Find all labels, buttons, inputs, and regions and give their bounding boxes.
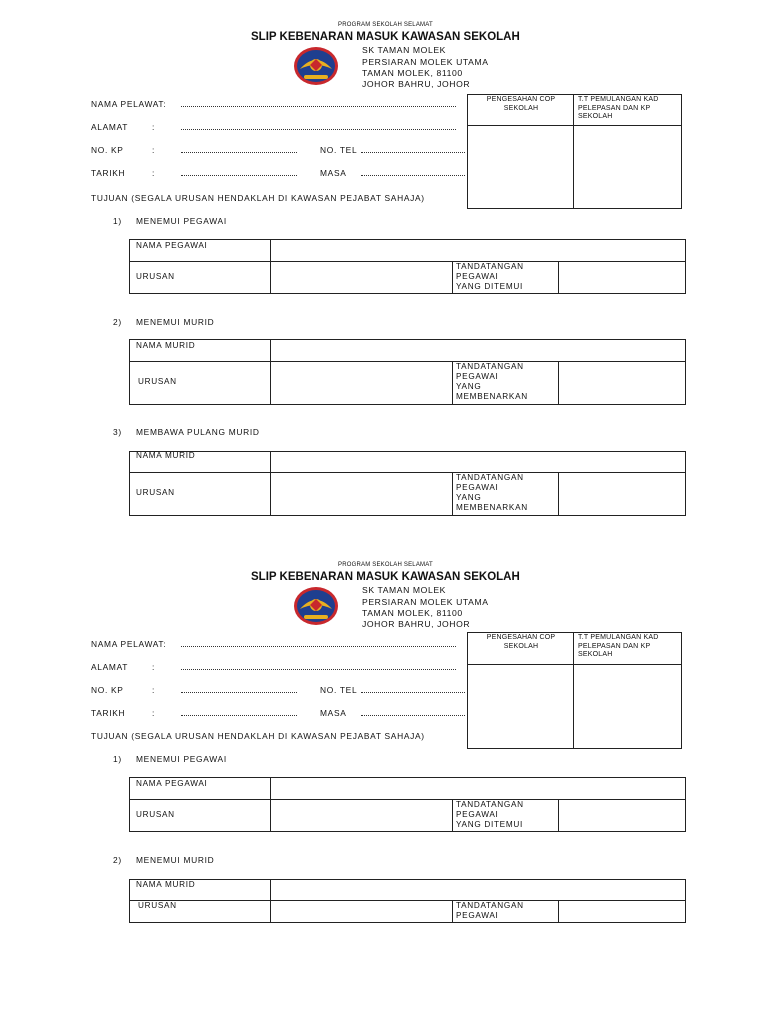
tt-pemulangan-header: T.T PEMULANGAN KAD PELEPASAN DAN KP SEKOLAH bbox=[578, 96, 659, 120]
nama-murid-label: NAMA MURID bbox=[136, 451, 196, 460]
form-title: SLIP KEBENARAN MASUK KAWASAN SEKOLAH bbox=[251, 31, 520, 43]
section-heading-menemui-murid: MENEMUI MURID bbox=[136, 855, 215, 865]
sign-label: YANG bbox=[456, 382, 482, 391]
section-heading-membawa-pulang-murid: MEMBAWA PULANG MURID bbox=[136, 427, 260, 437]
program-label: PROGRAM SEKOLAH SELAMAT bbox=[338, 562, 433, 568]
signature-input[interactable] bbox=[559, 262, 685, 293]
section-number: 2) bbox=[113, 855, 122, 865]
masa-label: MASA bbox=[320, 168, 347, 178]
pengesahan-cop-header: PENGESAHAN COP SEKOLAH bbox=[486, 634, 556, 650]
tarikh-field[interactable] bbox=[181, 715, 297, 716]
no-kp-field[interactable] bbox=[181, 692, 297, 693]
sign-label: TANDATANGAN bbox=[456, 800, 524, 809]
pengesahan-cop-header: PENGESAHAN COP SEKOLAH bbox=[486, 96, 556, 112]
tarikh-label: TARIKH bbox=[91, 168, 126, 178]
sign-label: YANG DITEMUI bbox=[456, 282, 523, 291]
sign-label: TANDATANGAN bbox=[456, 901, 524, 910]
nama-pelawat-label: NAMA PELAWAT: bbox=[91, 99, 167, 109]
alamat-label: ALAMAT bbox=[91, 662, 129, 672]
sign-label: PEGAWAI bbox=[456, 372, 499, 381]
colon: : bbox=[152, 145, 156, 155]
urusan-label: URUSAN bbox=[136, 810, 175, 819]
address-line-4: JOHOR BAHRU, JOHOR bbox=[362, 619, 471, 629]
alamat-label: ALAMAT bbox=[91, 122, 129, 132]
nama-murid-label: NAMA MURID bbox=[136, 880, 196, 889]
table-col-line bbox=[452, 261, 453, 294]
signature-input[interactable] bbox=[559, 473, 685, 515]
address-line-3: TAMAN MOLEK, 81100 bbox=[362, 68, 463, 78]
no-tel-field[interactable] bbox=[361, 692, 465, 693]
nama-murid-input[interactable] bbox=[271, 452, 685, 471]
nama-murid-input[interactable] bbox=[271, 340, 685, 360]
urusan-label: URUSAN bbox=[136, 272, 175, 281]
no-kp-label: NO. KP bbox=[91, 685, 124, 695]
tarikh-label: TARIKH bbox=[91, 708, 126, 718]
section-number: 1) bbox=[113, 216, 122, 226]
masa-field[interactable] bbox=[361, 715, 465, 716]
urusan-label: URUSAN bbox=[136, 488, 175, 497]
nama-pelawat-label: NAMA PELAWAT: bbox=[91, 639, 167, 649]
address-line-1: SK TAMAN MOLEK bbox=[362, 45, 447, 55]
urusan-label: URUSAN bbox=[138, 901, 177, 910]
no-kp-label: NO. KP bbox=[91, 145, 124, 155]
sign-label: PEGAWAI bbox=[456, 483, 499, 492]
section-number: 3) bbox=[113, 427, 122, 437]
sign-label: YANG DITEMUI bbox=[456, 820, 523, 829]
nama-murid-label: NAMA MURID bbox=[136, 341, 196, 350]
masa-field[interactable] bbox=[361, 175, 465, 176]
signature-input[interactable] bbox=[559, 362, 685, 404]
form-title: SLIP KEBENARAN MASUK KAWASAN SEKOLAH bbox=[251, 571, 520, 583]
no-kp-field[interactable] bbox=[181, 152, 297, 153]
nama-pegawai-input[interactable] bbox=[271, 778, 685, 798]
sign-label: TANDATANGAN bbox=[456, 362, 524, 371]
section-number: 2) bbox=[113, 317, 122, 327]
address-line-2: PERSIARAN MOLEK UTAMA bbox=[362, 597, 489, 607]
sign-label: TANDATANGAN bbox=[456, 473, 524, 482]
section-heading-menemui-pegawai: MENEMUI PEGAWAI bbox=[136, 754, 227, 764]
nama-pelawat-field[interactable] bbox=[181, 106, 456, 107]
sign-label: MEMBENARKAN bbox=[456, 503, 528, 512]
colon: : bbox=[152, 122, 156, 132]
signature-input[interactable] bbox=[559, 800, 685, 831]
tt-pemulangan-area[interactable] bbox=[574, 126, 681, 208]
tt-pemulangan-header: T.T PEMULANGAN KAD PELEPASAN DAN KP SEKOLAH bbox=[578, 634, 659, 658]
school-crest-icon bbox=[292, 585, 340, 627]
sign-label: YANG bbox=[456, 493, 482, 502]
masa-label: MASA bbox=[320, 708, 347, 718]
colon: : bbox=[152, 168, 156, 178]
tujuan-label: TUJUAN (SEGALA URUSAN HENDAKLAH DI KAWASAN PEJABAT SAHAJA) bbox=[91, 193, 425, 203]
no-tel-field[interactable] bbox=[361, 152, 465, 153]
urusan-input[interactable] bbox=[271, 262, 451, 293]
sign-label: MEMBENARKAN bbox=[456, 392, 528, 401]
nama-murid-input[interactable] bbox=[271, 880, 685, 899]
urusan-input[interactable] bbox=[271, 362, 451, 404]
nama-pelawat-field[interactable] bbox=[181, 646, 456, 647]
urusan-input[interactable] bbox=[271, 901, 451, 922]
school-crest-icon bbox=[292, 45, 340, 87]
nama-pegawai-input[interactable] bbox=[271, 240, 685, 260]
address-line-2: PERSIARAN MOLEK UTAMA bbox=[362, 57, 489, 67]
cop-sekolah-area[interactable] bbox=[468, 126, 573, 208]
sign-label: PEGAWAI bbox=[456, 911, 499, 920]
signature-input[interactable] bbox=[559, 901, 685, 922]
colon: : bbox=[152, 708, 156, 718]
tt-pemulangan-area[interactable] bbox=[574, 665, 681, 748]
no-tel-label: NO. TEL bbox=[320, 685, 358, 695]
table-col-line bbox=[452, 361, 453, 405]
urusan-input[interactable] bbox=[271, 473, 451, 515]
section-heading-menemui-pegawai: MENEMUI PEGAWAI bbox=[136, 216, 227, 226]
urusan-label: URUSAN bbox=[138, 377, 177, 386]
address-line-1: SK TAMAN MOLEK bbox=[362, 585, 447, 595]
no-tel-label: NO. TEL bbox=[320, 145, 358, 155]
nama-pegawai-label: NAMA PEGAWAI bbox=[136, 779, 208, 788]
tarikh-field[interactable] bbox=[181, 175, 297, 176]
nama-pegawai-label: NAMA PEGAWAI bbox=[136, 241, 208, 250]
sign-label: PEGAWAI bbox=[456, 810, 499, 819]
colon: : bbox=[152, 685, 156, 695]
section-heading-menemui-murid: MENEMUI MURID bbox=[136, 317, 215, 327]
section-number: 1) bbox=[113, 754, 122, 764]
alamat-field[interactable] bbox=[181, 669, 456, 670]
table-col-line bbox=[452, 472, 453, 516]
tujuan-label: TUJUAN (SEGALA URUSAN HENDAKLAH DI KAWASAN PEJABAT SAHAJA) bbox=[91, 731, 425, 741]
program-label: PROGRAM SEKOLAH SELAMAT bbox=[338, 22, 433, 28]
colon: : bbox=[152, 662, 156, 672]
sign-label: PEGAWAI bbox=[456, 272, 499, 281]
table-col-line bbox=[452, 799, 453, 832]
table-col-line bbox=[452, 900, 453, 923]
address-line-4: JOHOR BAHRU, JOHOR bbox=[362, 79, 471, 89]
sign-label: TANDATANGAN bbox=[456, 262, 524, 271]
cop-sekolah-area[interactable] bbox=[468, 665, 573, 748]
address-line-3: TAMAN MOLEK, 81100 bbox=[362, 608, 463, 618]
urusan-input[interactable] bbox=[271, 800, 451, 831]
alamat-field[interactable] bbox=[181, 129, 456, 130]
